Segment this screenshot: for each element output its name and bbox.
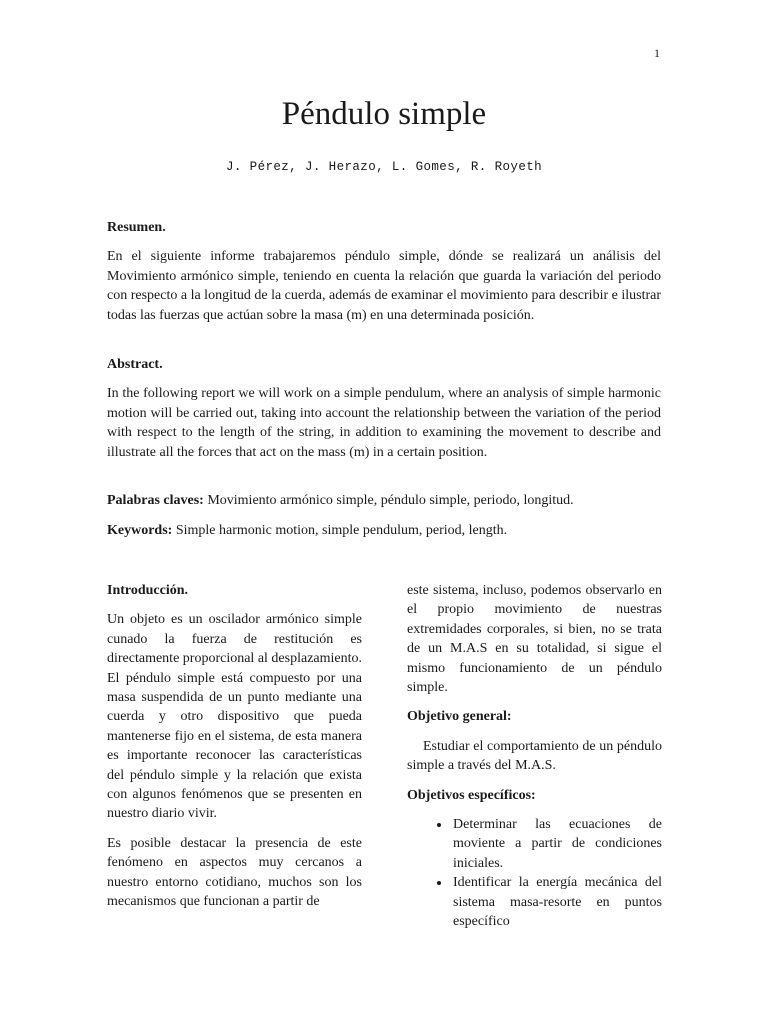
resumen-body bbox=[107, 247, 661, 325]
abstract-section bbox=[107, 355, 661, 375]
right-column bbox=[407, 581, 662, 932]
resumen-text: En el siguiente informe trabajaremos péndulo simple, dónde se realizará un análisis del Movimiento armónico simple, teniendo en cuenta la relación que guarda la variación del periodo con respecto a la longitud de la cuerda, además de examinar el movimiento para describir e ilustrar todas las fuerzas que actúan sobre la masa (m) en una determinada posición. bbox=[107, 249, 661, 323]
objetivo-general-heading: Objetivo general: bbox=[407, 709, 512, 725]
keywords-text: Simple harmonic motion, simple pendulum, period, length. bbox=[175, 523, 508, 538]
abstract-body bbox=[107, 384, 661, 462]
left-column bbox=[107, 581, 362, 912]
abstract-heading: Abstract. bbox=[107, 357, 163, 372]
objetivo-especifico-item: • Identificar la energía mecánica del sistema masa-resorte en puntos específico bbox=[451, 873, 662, 931]
paper-title: Péndulo simple bbox=[281, 96, 487, 132]
palabras-claves-label: Palabras claves: bbox=[107, 493, 204, 508]
resumen-section bbox=[107, 218, 661, 238]
abstract-text: In the following report we will work on a simple pendulum, where an analysis of simple harmonic motion will be carried out, taking into account the relationship between the variation of the period with respect to the length of the string, in addition to examining the movement to describe and illustrate all the forces that act on the mass (m) in a certain position. bbox=[107, 386, 661, 460]
objetivos-especificos-heading: Objetivos específicos: bbox=[407, 787, 536, 803]
introduccion-paragraph-2: Es posible destacar la presencia de este fenómeno en aspectos muy cercanos a nuestro entorno cotidiano, muchos son los mecanismos que funcionan a partir de bbox=[107, 835, 362, 910]
objetivo-especifico-item: • Determinar las ecuaciones de moviente a partir de condiciones iniciales. bbox=[451, 815, 662, 873]
objetivo-general-text: Estudiar el comportamiento de un péndulo simple a través del M.A.S. bbox=[407, 738, 662, 774]
right-column-continuation: este sistema, incluso, podemos observarlo en el propio movimiento de nuestras extremidades corporales, si bien, no se trata de un M.A.S en su totalidad, si sigue el mismo funcionamiento de un péndulo simple. bbox=[407, 583, 662, 696]
introduccion-heading: Introducción. bbox=[107, 583, 189, 598]
keywords-label: Keywords: bbox=[107, 523, 173, 538]
authors: J. Pérez, J. Herazo, L. Gomes, R. Royeth bbox=[225, 160, 543, 174]
introduccion-paragraph-1: Un objeto es un oscilador armónico simple cunado la fuerza de restitución es directamente proporcional al desplazamiento. El péndulo simple está compuesto por una masa suspendida de un punto mediante una cuerda y otro dispositivo que pueda mantenerse fijo en el sistema, de esta manera es importante reconocer las características del péndulo simple y la relación que exista con algunos fenómenos que se presenten en nuestro diario vivir. bbox=[107, 612, 363, 822]
page-number: 1 bbox=[654, 46, 660, 60]
objetivos-especificos-list bbox=[407, 815, 662, 931]
palabras-claves bbox=[107, 491, 661, 511]
resumen-heading: Resumen. bbox=[107, 220, 166, 235]
keywords bbox=[107, 521, 661, 541]
palabras-claves-text: Movimiento armónico simple, péndulo simple, periodo, longitud. bbox=[207, 493, 574, 508]
